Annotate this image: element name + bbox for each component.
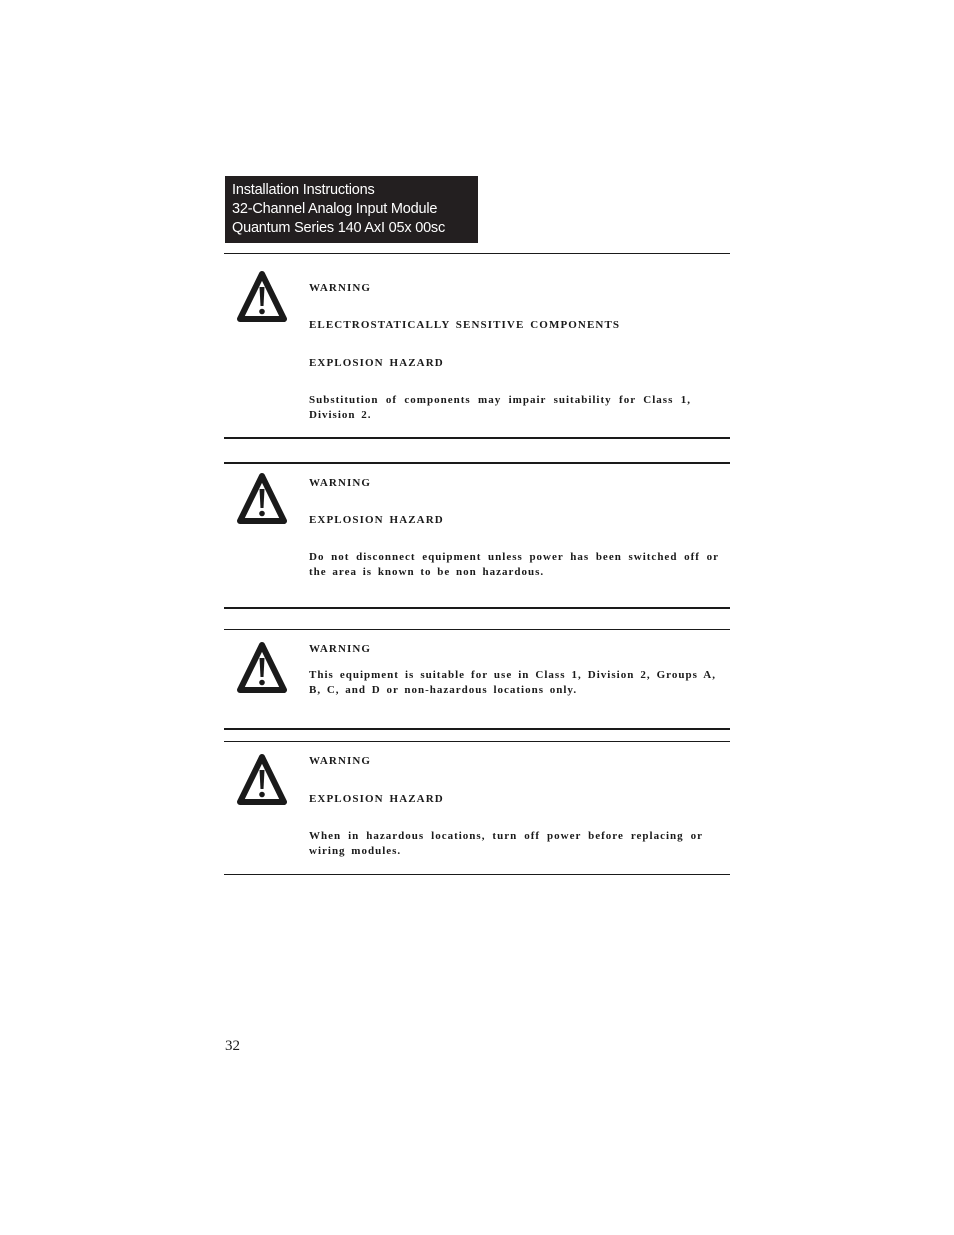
warning-2-body: Do not disconnect equipment unless power has been switched off or the area is known to be non hazardous. [309,551,719,578]
warning-2-top-rule [224,462,730,464]
warning-4-top-rule [224,741,730,742]
warning-1-body: Substitution of components may impair suitability for Class 1, Division 2. [309,394,691,421]
warning-2-bottom-rule [224,607,730,609]
warning-triangle-icon [236,270,288,324]
warning-4-title: WARNING [309,755,372,767]
header-subtitle: 32-Channel Analog Input Module [232,201,438,217]
warning-4-hazard: EXPLOSION HAZARD [309,793,444,805]
warning-4-body: When in hazardous locations, turn off power before replacing or wiring modules. [309,830,703,857]
warning-3-body: This equipment is suitable for use in Class 1, Division 2, Groups A, B, C, and D or non-hazardous locations only. [309,669,716,696]
warning-3-title: WARNING [309,643,372,655]
warning-triangle-icon [236,641,288,695]
warning-1-title: WARNING [309,282,372,294]
warning-2-hazard: EXPLOSION HAZARD [309,514,444,526]
header-title: Installation Instructions [232,182,375,198]
warning-2-title: WARNING [309,477,372,489]
header-series: Quantum Series 140 AxI 05x 00sc [232,220,446,236]
warning-3-top-rule [224,629,730,630]
page-number: 32 [225,1038,240,1054]
warning-triangle-icon [236,753,288,807]
warning-1-bottom-rule [224,437,730,439]
warning-4-bottom-rule [224,874,730,875]
warning-3-bottom-rule [224,728,730,730]
warning-1-label: ELECTROSTATICALLY SENSITIVE COMPONENTS [309,319,621,331]
warning-triangle-icon [236,472,288,526]
document-header [225,176,478,243]
warning-1-hazard: EXPLOSION HAZARD [309,357,444,369]
warning-1-top-rule [224,253,730,254]
